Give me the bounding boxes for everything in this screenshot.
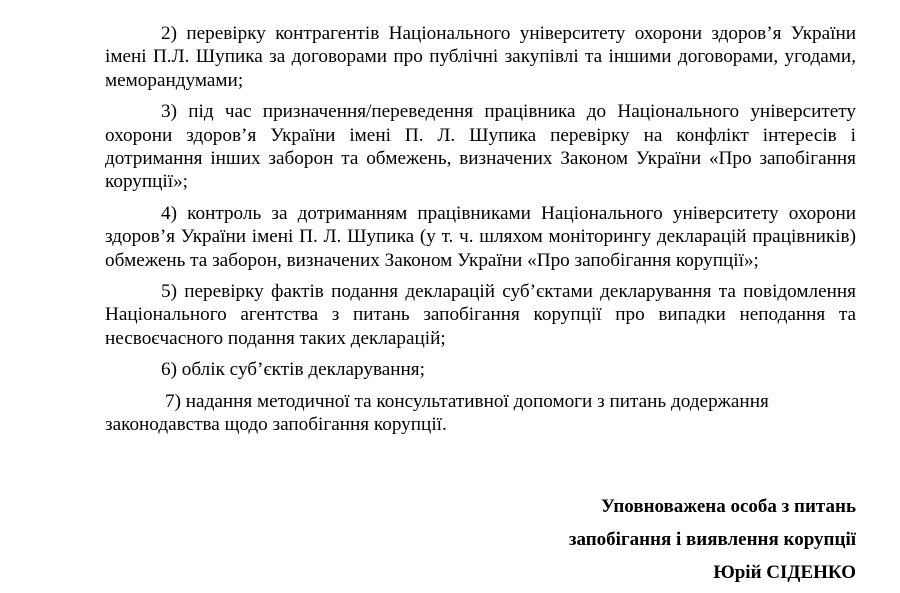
list-item-3: 3) під час призначення/переведення працівника до Національного університету охорони здоров’я України імені П. Л. Шупика перевірку на конфлікт інтересів і дотримання інших заборон та обмежень, визначених Законом України «Про запобігання корупції»; — [105, 101, 856, 193]
document-body — [105, 22, 856, 437]
signature-block — [569, 490, 856, 589]
list-item-4: 4) контроль за дотриманням працівниками Національного університету охорони здоров’я України імені П. Л. Шупика (у т. ч. шляхом моніторингу декларацій працівників) обмежень та заборон, визначених Законом України «Про запобігання корупції»; — [105, 202, 856, 271]
list-item-6: 6) облік суб’єктів декларування; — [161, 359, 425, 381]
list-item-5: 5) перевірку фактів подання декларацій суб’єктами декларування та повідомлення Національного агентства з питань запобігання корупції про випадки неподання та несвоєчасного подання таких декларацій; — [105, 281, 856, 349]
list-item-2: 2) перевірку контрагентів Національного університету охорони здоров’я України імені П.Л. Шупика за договорами про публічні закупівлі та іншими договорами, угодами, меморандумами; — [105, 23, 856, 91]
signature-title-line-1: Уповноважена особа з питань — [600, 496, 856, 517]
signature-title-line-2: запобігання і виявлення корупції — [568, 529, 856, 550]
signature-name: Юрій СІДЕНКО — [713, 562, 856, 583]
list-item-7: 7) надання методичної та консультативної допомоги з питань додержання законодавства щодо запобігання корупції. — [105, 390, 769, 436]
